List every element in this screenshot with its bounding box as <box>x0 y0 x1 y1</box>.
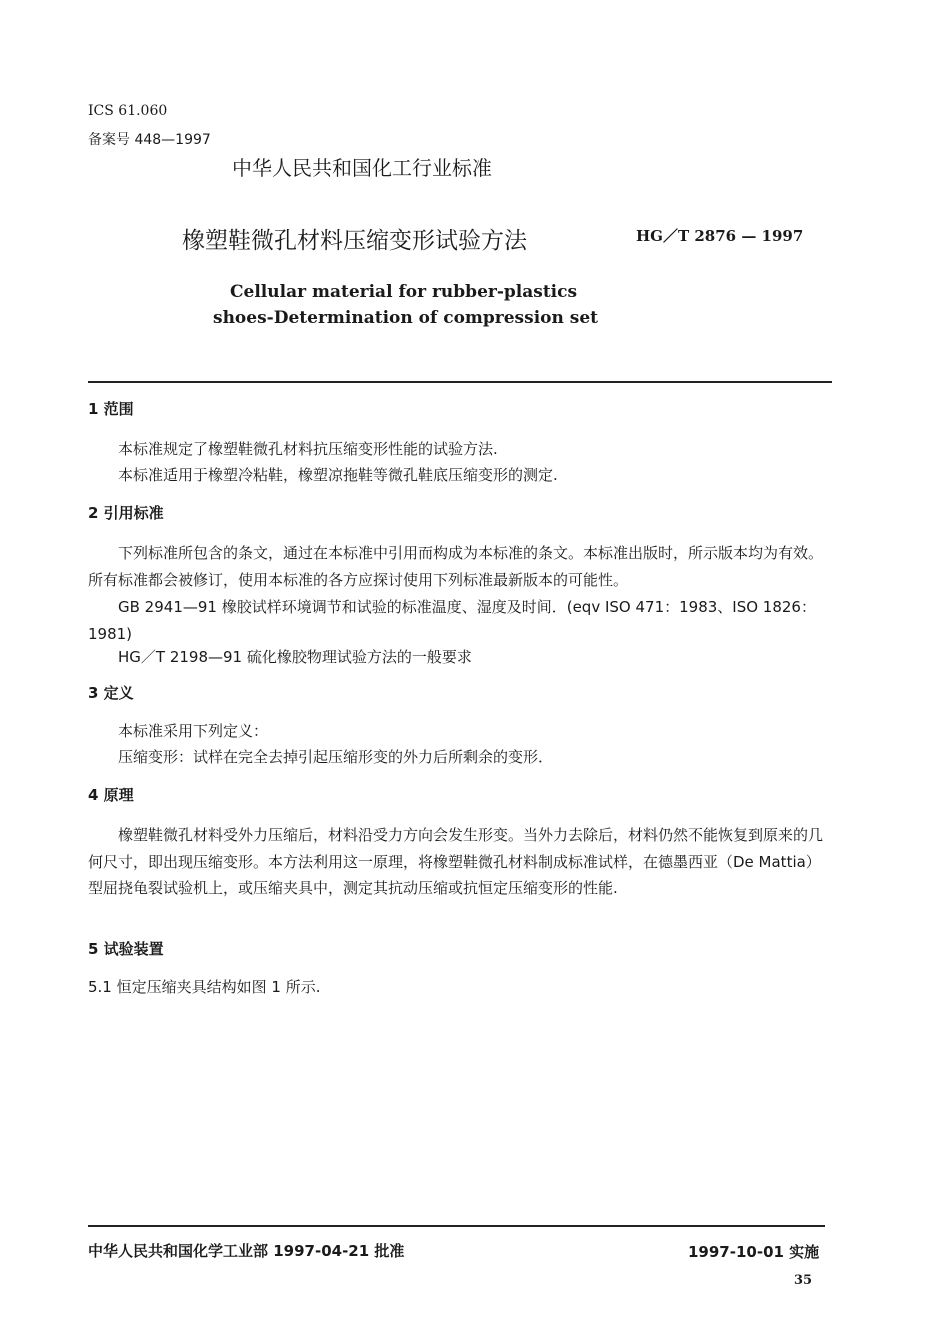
issuer-title: 中华人民共和国化工行业标准 <box>232 156 492 180</box>
document-title-en-line1: Cellular material for rubber-plastics <box>230 282 578 302</box>
header-divider <box>88 381 832 383</box>
approval-line: 中华人民共和国化学工业部 1997-04-21 批准 <box>88 1242 405 1260</box>
section-3-para-2: 压缩变形：试样在完全去掉引起压缩形变的外力后所剩余的变形． <box>118 748 554 766</box>
document-title-cn: 橡塑鞋微孔材料压缩变形试验方法 <box>182 228 527 254</box>
section-3-para-1: 本标准采用下列定义： <box>118 722 269 740</box>
section-5-1: 5.1 恒定压缩夹具结构如图 1 所示. <box>88 978 321 996</box>
section-2-ref-1: GB 2941—91 橡胶试样环境调节和试验的标准温度、湿度及时间．(eqv ISO 471：1983、ISO 1826：1981) <box>88 598 816 643</box>
document-title-en-line2: shoes-Determination of compression set <box>213 308 599 328</box>
section-4-para-1: 橡塑鞋微孔材料受外力压缩后，材料沿受力方向会发生形变。当外力去除后，材料仍然不能恢复到原来的几何尺寸，即出现压缩变形。本方法利用这一原理，将橡塑鞋微孔材料制成标准试样，在德墨西亚（De Mattia）型屈挠龟裂试验机上，或压缩夹具中，测定其抗动压缩或抗恒定压缩变形的性能. <box>88 826 824 897</box>
implementation-date: 1997-10-01 实施 <box>688 1243 820 1261</box>
ics-code: ICS 61.060 <box>88 103 168 119</box>
filing-number: 备案号 448—1997 <box>88 132 211 148</box>
section-4-heading: 4 原理 <box>88 786 134 804</box>
section-3-heading: 3 定义 <box>88 684 134 702</box>
section-2-para-1: 下列标准所包含的条文，通过在本标准中引用而构成为本标准的条文。本标准出版时，所示版本均为有效。所有标准都会被修订，使用本标准的各方应探讨使用下列标准最新版本的可能性。 <box>88 544 824 589</box>
section-1-para-1: 本标准规定了橡塑鞋微孔材料抗压缩变形性能的试验方法. <box>118 440 498 458</box>
section-2-ref-2: HG／T 2198—91 硫化橡胶物理试验方法的一般要求 <box>118 648 472 666</box>
section-1-para-2: 本标准适用于橡塑冷粘鞋，橡塑凉拖鞋等微孔鞋底压缩变形的测定. <box>118 466 558 484</box>
section-2-heading: 2 引用标准 <box>88 504 164 522</box>
page-number: 35 <box>794 1273 813 1288</box>
section-1-heading: 1 范围 <box>88 400 134 418</box>
section-5-heading: 5 试验装置 <box>88 940 164 958</box>
standard-number: HG／T 2876 — 1997 <box>636 227 804 245</box>
footer-divider <box>88 1225 825 1227</box>
